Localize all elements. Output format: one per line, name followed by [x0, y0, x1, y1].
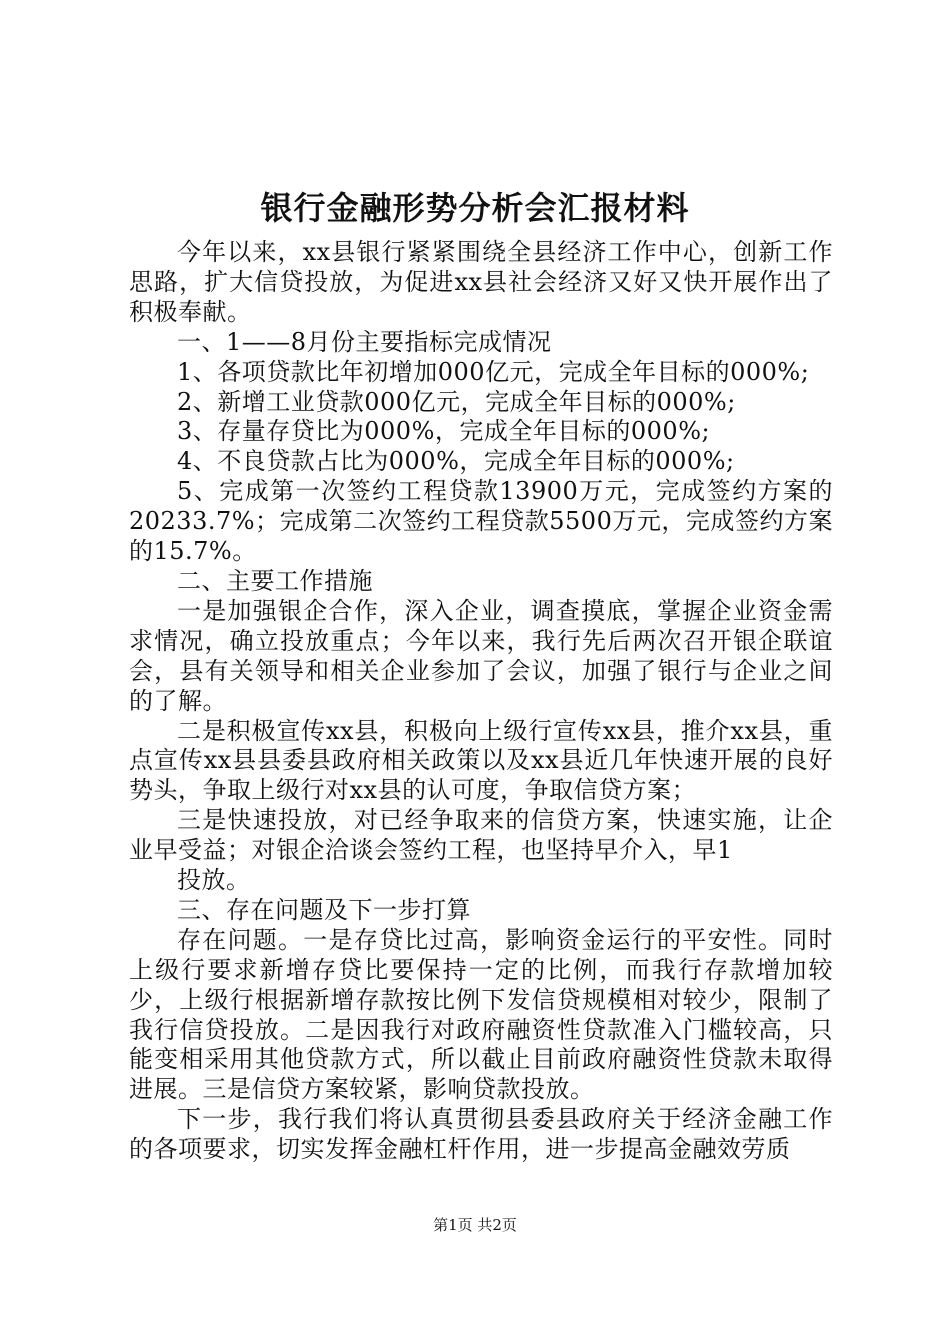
indicator-item-4: 4、不良贷款占比为000%，完成全年目标的000%; — [177, 447, 735, 476]
measure-paragraph-3-continued: 投放。 — [177, 866, 251, 895]
measure-paragraph-3: 三是快速投放，对已经争取来的信贷方案，快速实施，让企业早受益；对银企洽谈会签约工程，也坚持早介入，早1 — [129, 806, 833, 865]
indicator-item-3: 3、存量存贷比为000%，完成全年目标的000%; — [177, 417, 711, 446]
section-heading-2: 二、主要工作措施 — [177, 566, 373, 595]
indicator-item-2: 2、新增工业贷款000亿元，完成全年目标的000%; — [177, 387, 736, 416]
measure-paragraph-1: 一是加强银企合作，深入企业，调查摸底，掌握企业资金需求情况，确立投放重点；今年以来，我行先后两次召开银企联谊会，县有关领导和相关企业参加了会议，加强了银行与企业之间的了解。 — [129, 596, 833, 715]
paragraph-intro: 今年以来，xx县银行紧紧围绕全县经济工作中心，创新工作思路，扩大信贷投放，为促进xx县社会经济又好又快开展作出了积极奉献。 — [129, 238, 833, 326]
indicator-item-1: 1、各项贷款比年初增加000亿元，完成全年目标的000%; — [177, 357, 810, 386]
page-footer: 第1页 共2页 — [433, 1216, 517, 1234]
next-steps-paragraph: 下一步，我行我们将认真贯彻县委县政府关于经济金融工作的各项要求，切实发挥金融杠杆作用，进一步提高金融效劳质 — [129, 1105, 833, 1164]
measure-paragraph-2: 二是积极宣传xx县，积极向上级行宣传xx县，推介xx县，重点宣传xx县县委县政府相关政策以及xx县近几年快速开展的良好势头，争取上级行对xx县的认可度，争取信贷方案； — [129, 716, 833, 805]
document-title: 银行金融形势分析会汇报材料 — [260, 189, 690, 227]
section-heading-3: 三、存在问题及下一步打算 — [177, 895, 471, 924]
indicator-item-5: 5、完成第一次签约工程贷款13900万元，完成签约方案的20233.7%；完成第二次签约工程贷款5500万元，完成签约方案的15.7%。 — [129, 477, 833, 566]
section-heading-1: 一、1——8月份主要指标完成情况 — [177, 327, 552, 356]
document-body — [129, 238, 833, 1165]
problems-paragraph: 存在问题。一是存贷比过高，影响资金运行的平安性。同时上级行要求新增存贷比要保持一定的比例，而我行存款增加较少，上级行根据新增存款按比例下发信贷规模相对较少，限制了我行信贷投放。二是因我行对政府融资性贷款准入门槛较高，只能变相采用其他贷款方式，所以截止目前政府融资性贷款未取得进展。三是信贷方案较紧，影响贷款投放。 — [129, 925, 833, 1104]
